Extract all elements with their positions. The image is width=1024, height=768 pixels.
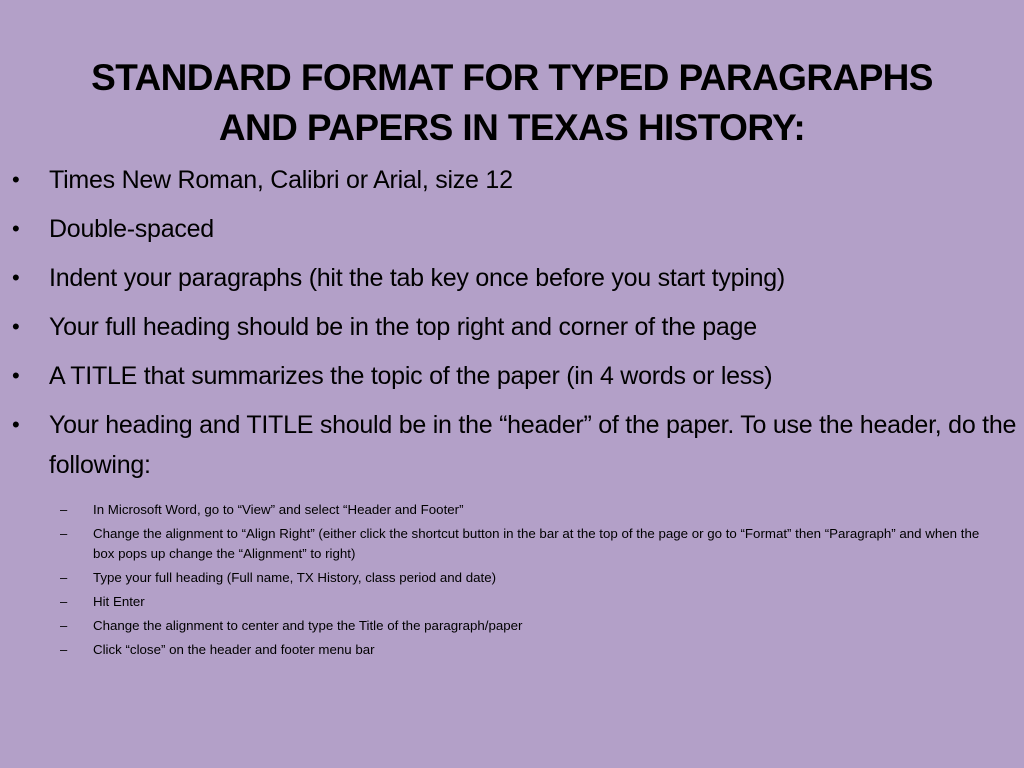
sub-bullet-list [60,500,990,664]
bullet-text: Your heading and TITLE should be in the “header” of the paper. To use the header, do the following: [49,411,1017,479]
bullet-text: Double-spaced [49,215,214,243]
sub-bullet-item [60,616,990,636]
bullet-item [12,307,1017,347]
bullet-text: A TITLE that summarizes the topic of the paper (in 4 words or less) [49,362,773,390]
sub-bullet-marker: – [60,502,68,517]
sub-bullet-item [60,640,990,660]
bullet-marker: • [12,314,20,339]
sub-bullet-item [60,524,990,564]
sub-bullet-item [60,568,990,588]
bullet-item [12,405,1017,485]
sub-bullet-text: Hit Enter [93,594,145,609]
bullet-list [12,160,1017,494]
bullet-marker: • [12,216,20,241]
slide-title [10,53,1014,153]
sub-bullet-marker: – [60,642,68,657]
title-line-2: AND PAPERS IN TEXAS HISTORY: [218,106,806,148]
sub-bullet-text: Type your full heading (Full name, TX History, class period and date) [93,570,497,585]
bullet-text: Your full heading should be in the top right and corner of the page [49,313,757,341]
bullet-text: Indent your paragraphs (hit the tab key once before you start typing) [49,264,785,292]
sub-bullet-text: In Microsoft Word, go to “View” and select “Header and Footer” [93,502,464,517]
bullet-item [12,209,1017,249]
bullet-item [12,258,1017,298]
sub-bullet-item [60,500,990,520]
bullet-marker: • [12,363,20,388]
sub-bullet-item [60,592,990,612]
bullet-marker: • [12,167,20,192]
sub-bullet-marker: – [60,526,68,541]
bullet-marker: • [12,265,20,290]
bullet-item [12,160,1017,200]
title-line-1: STANDARD FORMAT FOR TYPED PARAGRAPHS [91,56,933,98]
sub-bullet-marker: – [60,618,68,633]
sub-bullet-text: Click “close” on the header and footer menu bar [93,642,375,657]
bullet-item [12,356,1017,396]
sub-bullet-marker: – [60,594,68,609]
bullet-text: Times New Roman, Calibri or Arial, size 12 [49,166,513,194]
sub-bullet-text: Change the alignment to center and type the Title of the paragraph/paper [93,618,523,633]
sub-bullet-marker: – [60,570,68,585]
bullet-marker: • [12,412,20,437]
sub-bullet-text: Change the alignment to “Align Right” (either click the shortcut button in the bar at the top of the page or go to “Format” then “Paragraph” and when the box pops up change the “Alignment” to right) [93,526,980,561]
